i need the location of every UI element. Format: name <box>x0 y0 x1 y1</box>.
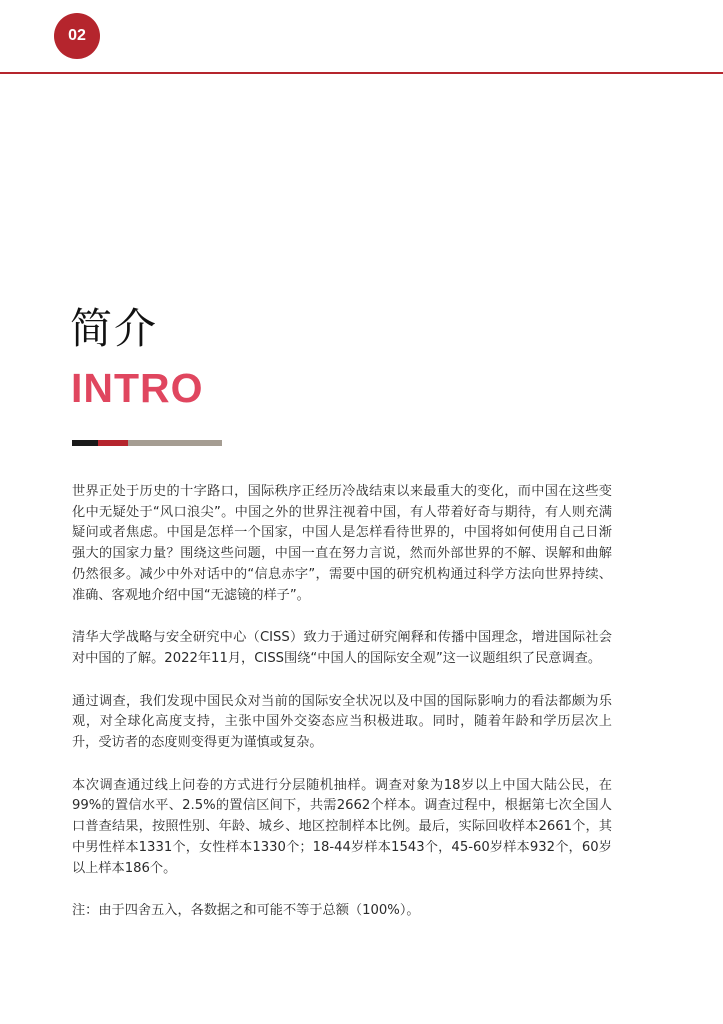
rounding-note: 注：由于四舍五入，各数据之和可能不等于总额（100%）。 <box>72 903 420 919</box>
paragraph-ciss: 清华大学战略与安全研究中心（CISS）致力于通过研究阐释和传播中国理念，增进国际社会对中国的了解。2022年11月，CISS围绕“中国人的国际安全观”这一议题组织了民意调查。 <box>72 630 612 666</box>
intro-body <box>72 482 612 944</box>
accent-segment-red <box>98 440 128 446</box>
paragraph-findings: 通过调查，我们发现中国民众对当前的国际安全状况以及中国的国际影响力的看法都颇为乐观，对全球化高度支持，主张中国外交姿态应当积极进取。同时，随着年龄和学历层次上升，受访者的态度则变得更为谨慎或复杂。 <box>72 693 612 751</box>
paragraph-methodology: 本次调查通过线上问卷的方式进行分层随机抽样。调查对象为18岁以上中国大陆公民，在99%的置信水平、2.5%的置信区间下，共需2662个样本。调查过程中，根据第七次全国人口普查结果，按照性别、年龄、城乡、地区控制样本比例。最后，实际回收样本2661个，其中男性样本1331个，女性样本1330个；18-44岁样本1543个，45-60岁样本932个，60岁以上样本186个。 <box>72 777 612 876</box>
accent-segment-dark <box>72 440 98 446</box>
page-number: 02 <box>68 27 86 44</box>
section-title-english: INTRO <box>71 365 204 411</box>
paragraph-context: 世界正处于历史的十字路口，国际秩序正经历冷战结束以来最重大的变化，而中国在这些变化中无疑处于“风口浪尖”。中国之外的世界注视着中国，有人带着好奇与期待，有人则充满疑问或者焦虑。中国是怎样一个国家，中国人是怎样看待世界的，中国将如何使用自己日渐强大的国家力量？围绕这些问题，中国一直在努力言说，然而外部世界的不解、误解和曲解仍然很多。减少中外对话中的“信息赤字”，需要中国的研究机构通过科学方法向世界持续、准确、客观地介绍中国“无滤镜的样子”。 <box>72 484 612 603</box>
header-divider <box>0 72 723 74</box>
section-title-chinese: 简介 <box>70 304 159 353</box>
accent-segment-taupe <box>128 440 222 446</box>
page-number-badge <box>54 13 100 59</box>
title-accent-bar <box>72 440 222 446</box>
